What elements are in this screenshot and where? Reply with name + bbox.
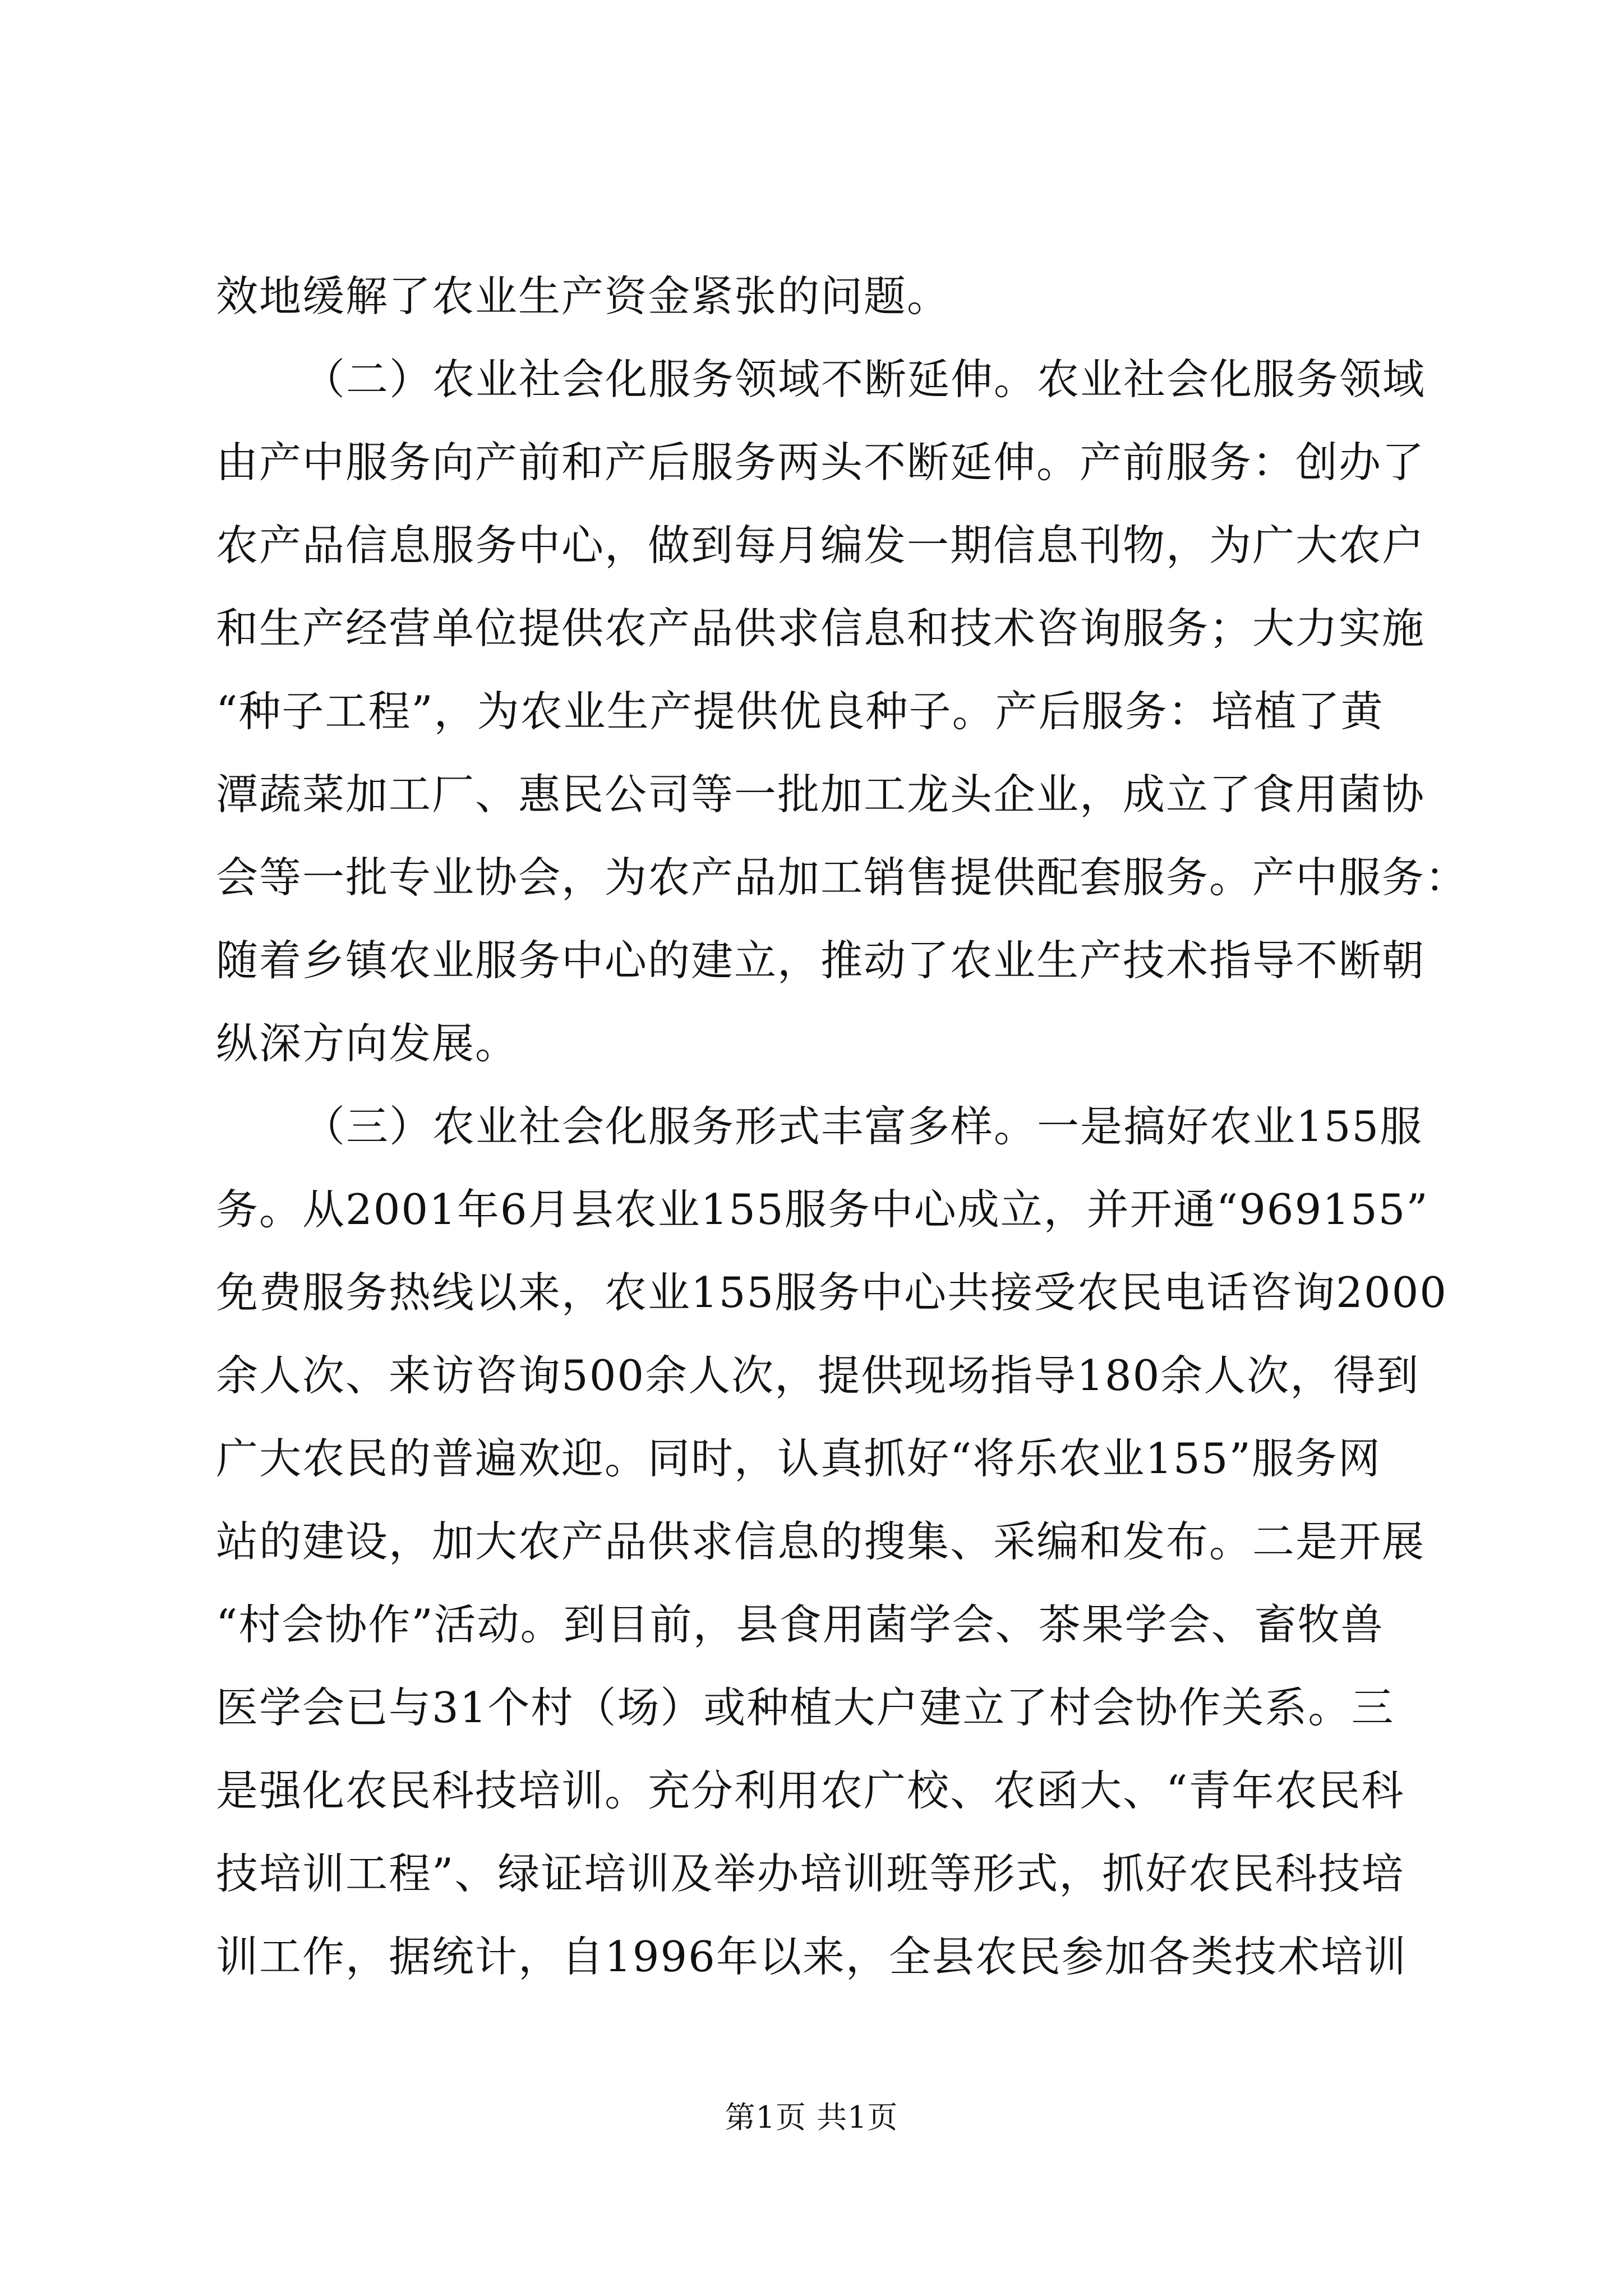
text-line: 和生产经营单位提供农产品供求信息和技术咨询服务；大力实施: [216, 604, 1426, 653]
text-line: 由产中服务向产前和产后服务两头不断延伸。产前服务：创办了: [216, 438, 1426, 487]
text-line: 医学会已与31个村（场）或种植大户建立了村会协作关系。三: [216, 1683, 1395, 1732]
text-line-paragraph-2-start: （二）农业社会化服务领域不断延伸。农业社会化服务领域: [303, 355, 1426, 404]
text-line: 务。从2001年6月县农业155服务中心成立，并开通“969155”: [216, 1185, 1429, 1234]
text-line: 是强化农民科技培训。充分利用农广校、农函大、“青年农民科: [216, 1766, 1405, 1815]
text-line: 随着乡镇农业服务中心的建立，推动了农业生产技术指导不断朝: [216, 936, 1426, 985]
text-line: “村会协作”活动。到目前，县食用菌学会、茶果学会、畜牧兽: [216, 1600, 1384, 1649]
text-line: 效地缓解了农业生产资金紧张的问题。: [216, 272, 951, 321]
text-line: 技培训工程”、绿证培训及举办培训班等形式，抓好农民科技培: [216, 1849, 1405, 1898]
text-line: 潭蔬菜加工厂、惠民公司等一批加工龙头企业，成立了食用菌协: [216, 770, 1426, 819]
text-line: 站的建设，加大农产品供求信息的搜集、采编和发布。二是开展: [216, 1517, 1426, 1566]
page-footer: [0, 2098, 1623, 2137]
text-line: 广大农民的普遍欢迎。同时，认真抓好“将乐农业155”服务网: [216, 1434, 1381, 1483]
text-line: 纵深方向发展。: [216, 1019, 519, 1068]
text-line: 免费服务热线以来，农业155服务中心共接受农民电话咨询2000: [216, 1268, 1448, 1317]
text-line: “种子工程”，为农业生产提供优良种子。产后服务：培植了黄: [216, 687, 1384, 736]
text-line: 余人次、来访咨询500余人次，提供现场指导180余人次，得到: [216, 1351, 1420, 1400]
page-number-label: 第1页 共1页: [725, 2100, 898, 2135]
text-line-paragraph-3-start: （三）农业社会化服务形式丰富多样。一是搞好农业155服: [303, 1102, 1423, 1151]
text-line: 训工作，据统计，自1996年以来，全县农民参加各类技术培训: [216, 1932, 1407, 1981]
body-text: [216, 255, 1469, 1998]
text-line: 会等一批专业协会，为农产品加工销售提供配套服务。产中服务：: [216, 853, 1469, 902]
text-line: 农产品信息服务中心，做到每月编发一期信息刊物，为广大农户: [216, 521, 1426, 570]
